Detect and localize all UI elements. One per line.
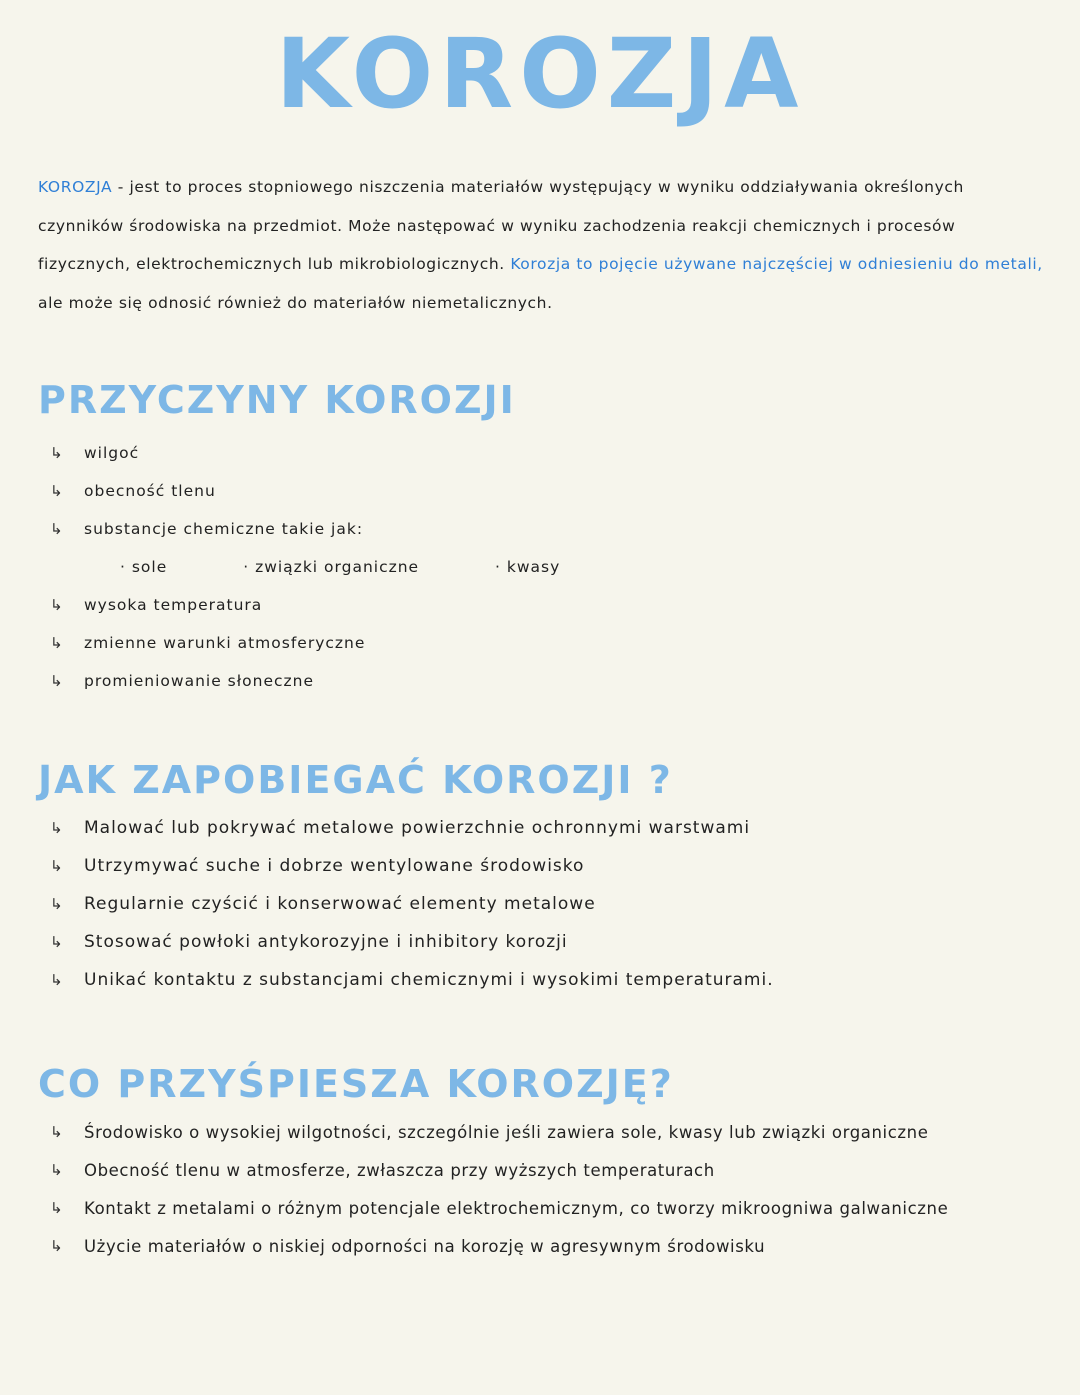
- list-item: ↳ promieniowanie słoneczne: [50, 668, 560, 706]
- list-item: ↳ Regularnie czyścić i konserwować elementy metalowe: [50, 890, 774, 928]
- arrow-icon: ↳: [50, 634, 64, 652]
- list-item: ↳ Użycie materiałów o niskiej odporności na korozję w agresywnym środowisku: [50, 1228, 1050, 1265]
- list-item: ↳ Kontakt z metalami o różnym potencjale elektrochemicznym, co tworzy mikroogniwa galwaniczne: [50, 1190, 1050, 1227]
- list-item: ↳ obecność tlenu: [50, 478, 560, 516]
- prevent-heading: JAK ZAPOBIEGAĆ KOROZJI ?: [38, 758, 673, 802]
- list-item: ↳ wysoka temperatura: [50, 592, 560, 630]
- intro-text-1: - jest to proces stopniowego niszczenia materiałów występujący w wyniku oddziaływania określonych czynników środowiska na przedmiot. Może następować w wyniku zachodzenia reakcji chemicznych i procesów fizycznych, elektrochemicznych lub mikrobiologicznych.: [38, 178, 964, 273]
- arrow-icon: ↳: [50, 857, 64, 875]
- intro-highlight: Korozja to pojęcie używane najczęściej w odniesieniu do metali,: [510, 255, 1043, 273]
- sub-item: · kwasy: [495, 558, 561, 576]
- arrow-icon: ↳: [50, 819, 64, 837]
- arrow-icon: ↳: [50, 520, 64, 538]
- arrow-icon: ↳: [50, 1237, 64, 1255]
- intro-text-2: ale może się odnosić również do materiałów niemetalicznych.: [38, 293, 553, 312]
- sub-item: · związki organiczne: [243, 558, 420, 576]
- causes-heading: PRZYCZYNY KOROZJI: [38, 378, 516, 422]
- arrow-icon: ↳: [50, 1199, 64, 1217]
- intro-term: KOROZJA: [38, 178, 113, 196]
- list-item: ↳ Malować lub pokrywać metalowe powierzchnie ochronnymi warstwami: [50, 814, 774, 852]
- list-item: ↳ Stosować powłoki antykorozyjne i inhibitory korozji: [50, 928, 774, 966]
- list-item: ↳ Obecność tlenu w atmosferze, zwłaszcza przy wyższych temperaturach: [50, 1152, 1050, 1189]
- page-title: KOROZJA: [275, 18, 805, 130]
- arrow-icon: ↳: [50, 444, 64, 462]
- arrow-icon: ↳: [50, 971, 64, 989]
- sub-list: [50, 554, 560, 592]
- sub-item: · sole: [120, 558, 168, 576]
- intro-paragraph: [38, 168, 1048, 322]
- list-item: ↳ Środowisko o wysokiej wilgotności, szczególnie jeśli zawiera sole, kwasy lub związki organiczne: [50, 1114, 1050, 1151]
- prevent-list: [50, 814, 774, 1004]
- arrow-icon: ↳: [50, 1123, 64, 1141]
- list-item: ↳ wilgoć: [50, 440, 560, 478]
- list-item: ↳ substancje chemiczne takie jak:: [50, 516, 560, 554]
- arrow-icon: ↳: [50, 933, 64, 951]
- arrow-icon: ↳: [50, 1161, 64, 1179]
- arrow-icon: ↳: [50, 672, 64, 690]
- causes-list: [50, 440, 560, 706]
- arrow-icon: ↳: [50, 895, 64, 913]
- list-item: ↳ zmienne warunki atmosferyczne: [50, 630, 560, 668]
- list-item: ↳ Utrzymywać suche i dobrze wentylowane środowisko: [50, 852, 774, 890]
- list-item: ↳ Unikać kontaktu z substancjami chemicznymi i wysokimi temperaturami.: [50, 966, 774, 1004]
- arrow-icon: ↳: [50, 596, 64, 614]
- accelerate-list: [50, 1114, 1050, 1266]
- accelerate-heading: CO PRZYŚPIESZA KOROZJĘ?: [38, 1062, 674, 1106]
- arrow-icon: ↳: [50, 482, 64, 500]
